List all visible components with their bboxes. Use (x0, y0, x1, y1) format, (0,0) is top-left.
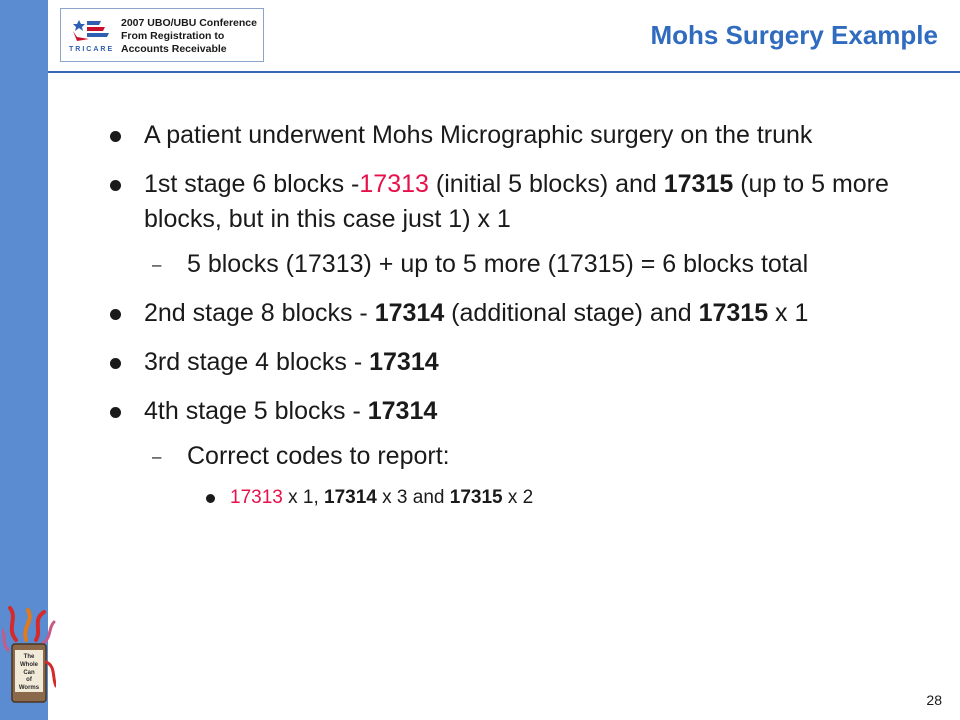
bullet-dot-icon (110, 131, 121, 142)
svg-text:Whole: Whole (20, 662, 38, 668)
bullet-dot-icon (206, 494, 215, 503)
conference-banner (60, 8, 264, 62)
can-of-worms-logo-icon (2, 604, 56, 708)
page-number: 28 (926, 692, 942, 708)
svg-text:of: of (26, 677, 32, 683)
bullet-stage-3: 3rd stage 4 blocks - 17314 (110, 345, 920, 380)
dash-marker-icon: – (152, 255, 162, 274)
conference-title: 2007 UBO/UBU Conference From Registration to Accounts Receivable (121, 17, 257, 55)
header-rule (48, 71, 960, 73)
bullet-stage-1: 1st stage 6 blocks -17313 (initial 5 blocks) and 17315 (up to 5 more blocks, but in this case just 1) x 1 (110, 167, 920, 237)
slide-content (110, 118, 920, 512)
svg-text:The: The (23, 654, 35, 660)
svg-text:TRICARE: TRICARE (69, 46, 115, 53)
slide-title: Mohs Surgery Example (650, 20, 938, 50)
bullet-dot-icon (110, 309, 121, 320)
bullet-dot-icon (110, 180, 121, 191)
sub-bullet-correct-codes: – Correct codes to report: (110, 439, 920, 474)
bullet-dot-icon (110, 407, 121, 418)
svg-text:Worms: Worms (18, 685, 40, 691)
sub-sub-bullet-code-summary: 17313 x 1, 17314 x 3 and 17315 x 2 (110, 484, 920, 512)
svg-text:Can: Can (23, 670, 35, 676)
bullet-stage-2: 2nd stage 8 blocks - 17314 (additional stage) and 17315 x 1 (110, 296, 920, 331)
sub-bullet-block-math: – 5 blocks (17313) + up to 5 more (17315) = 6 blocks total (110, 247, 920, 282)
bullet-stage-4: 4th stage 5 blocks - 17314 (110, 394, 920, 429)
dash-marker-icon: – (152, 447, 162, 466)
bullet-dot-icon (110, 358, 121, 369)
bullet-patient: A patient underwent Mohs Micrographic surgery on the trunk (110, 118, 920, 153)
tricare-logo-icon (65, 15, 123, 55)
